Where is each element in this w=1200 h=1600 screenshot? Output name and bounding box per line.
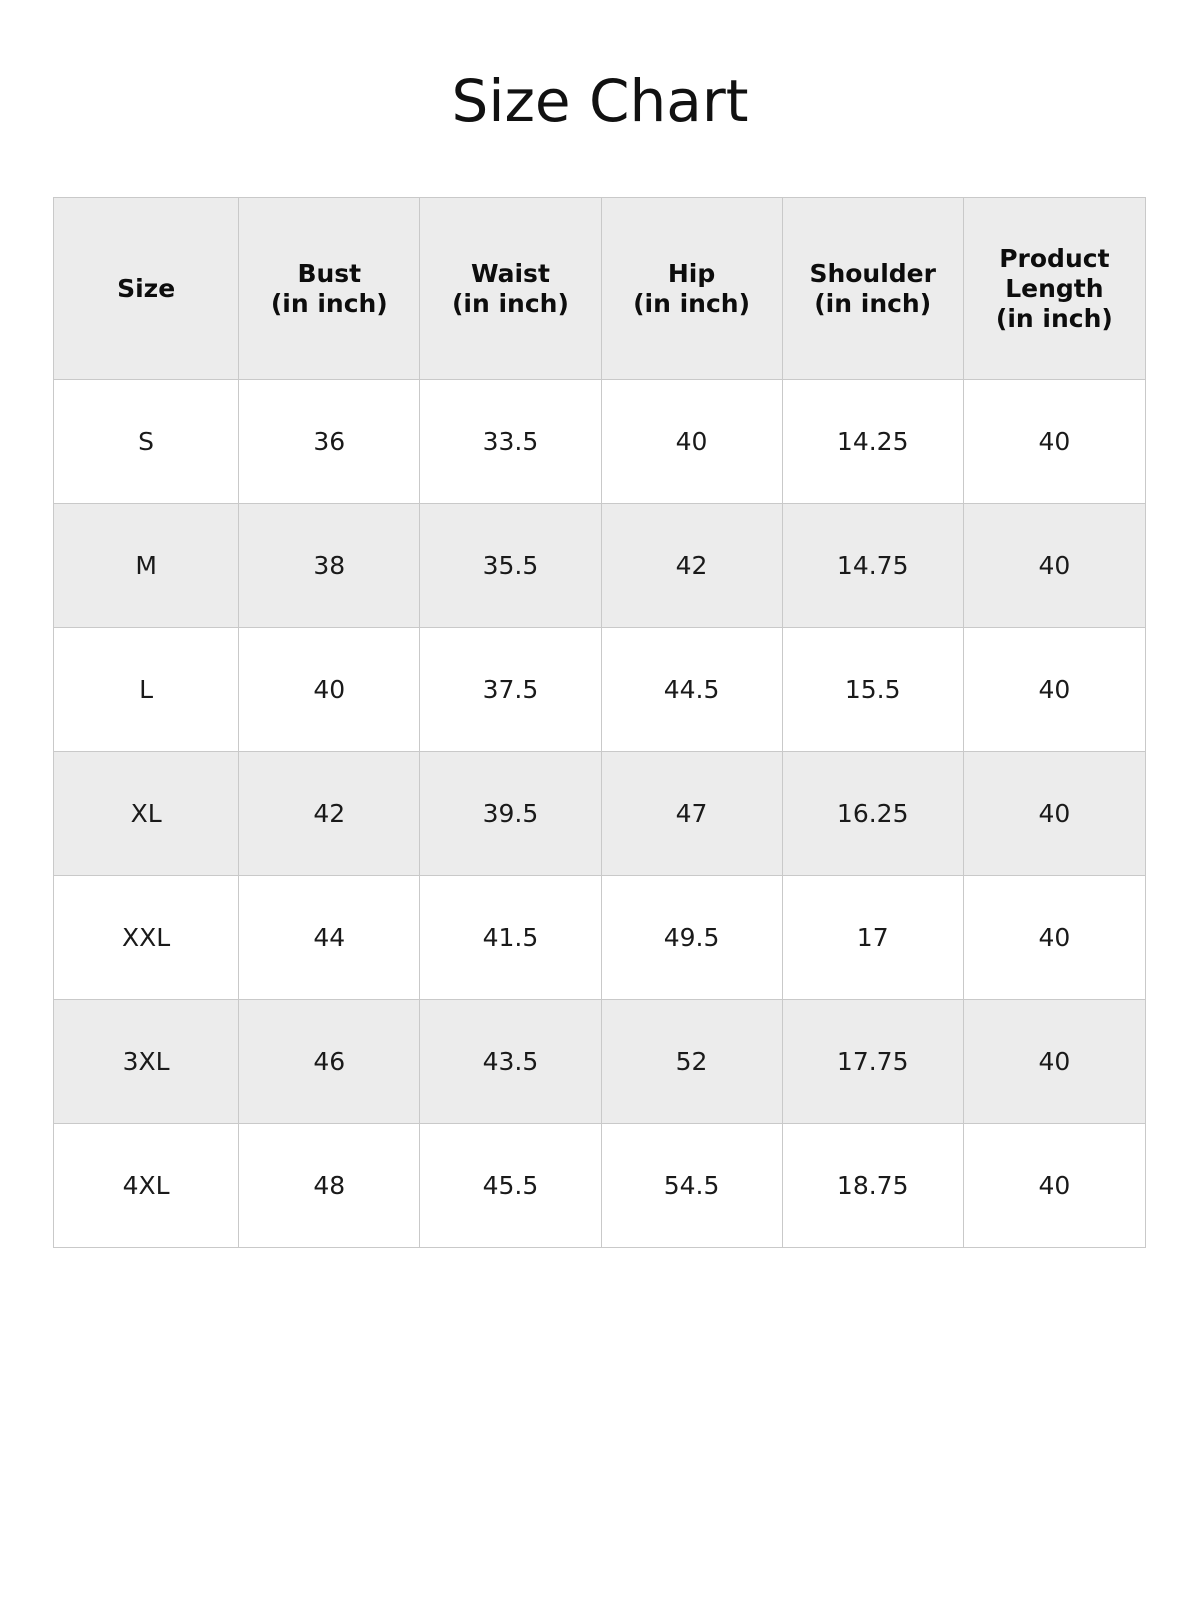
column-header-bust-unit: (in inch) [270,288,388,318]
cell-shoulder: 15.5 [782,628,963,752]
column-header-shoulder-label: Shoulder [809,258,936,288]
column-header-product-length-label: Product Length [999,243,1110,303]
table-header-row [54,198,1146,380]
cell-bust: 38 [239,504,420,628]
column-header-shoulder-unit: (in inch) [814,288,932,318]
column-header-bust [239,198,420,380]
cell-size: XXL [54,876,239,1000]
column-header-shoulder [782,198,963,380]
table-row [54,628,1146,752]
cell-size: L [54,628,239,752]
cell-waist: 45.5 [420,1124,601,1248]
table-body [54,380,1146,1248]
cell-bust: 42 [239,752,420,876]
cell-product-length: 40 [963,504,1145,628]
cell-bust: 36 [239,380,420,504]
column-header-size-label: Size [117,273,176,303]
table-row [54,876,1146,1000]
cell-hip: 40 [601,380,782,504]
cell-size: 3XL [54,1000,239,1124]
cell-product-length: 40 [963,1000,1145,1124]
cell-bust: 40 [239,628,420,752]
cell-size: 4XL [54,1124,239,1248]
column-header-hip [601,198,782,380]
cell-hip: 44.5 [601,628,782,752]
cell-size: S [54,380,239,504]
cell-waist: 39.5 [420,752,601,876]
cell-waist: 37.5 [420,628,601,752]
column-header-hip-label: Hip [667,258,716,288]
page-title: Size Chart [451,67,749,135]
cell-hip: 49.5 [601,876,782,1000]
cell-hip: 54.5 [601,1124,782,1248]
cell-product-length: 40 [963,876,1145,1000]
size-chart-table [53,197,1146,1248]
cell-product-length: 40 [963,1124,1145,1248]
cell-bust: 48 [239,1124,420,1248]
cell-shoulder: 14.25 [782,380,963,504]
column-header-hip-unit: (in inch) [633,288,751,318]
cell-hip: 52 [601,1000,782,1124]
cell-bust: 46 [239,1000,420,1124]
cell-waist: 43.5 [420,1000,601,1124]
table-row [54,752,1146,876]
column-header-product-length [963,198,1145,380]
table-row [54,504,1146,628]
cell-shoulder: 16.25 [782,752,963,876]
column-header-waist [420,198,601,380]
cell-shoulder: 14.75 [782,504,963,628]
cell-product-length: 40 [963,380,1145,504]
cell-shoulder: 17.75 [782,1000,963,1124]
cell-waist: 35.5 [420,504,601,628]
column-header-waist-unit: (in inch) [451,288,569,318]
cell-shoulder: 18.75 [782,1124,963,1248]
column-header-size [54,198,239,380]
cell-waist: 33.5 [420,380,601,504]
cell-shoulder: 17 [782,876,963,1000]
size-chart-table-wrapper [53,197,1146,1248]
column-header-product-length-unit: (in inch) [995,303,1113,333]
cell-product-length: 40 [963,752,1145,876]
cell-product-length: 40 [963,628,1145,752]
cell-size: XL [54,752,239,876]
cell-hip: 42 [601,504,782,628]
column-header-waist-label: Waist [470,258,550,288]
cell-waist: 41.5 [420,876,601,1000]
column-header-bust-label: Bust [297,258,362,288]
table-row [54,380,1146,504]
table-header [54,198,1146,380]
table-row [54,1124,1146,1248]
cell-bust: 44 [239,876,420,1000]
cell-hip: 47 [601,752,782,876]
table-row [54,1000,1146,1124]
cell-size: M [54,504,239,628]
